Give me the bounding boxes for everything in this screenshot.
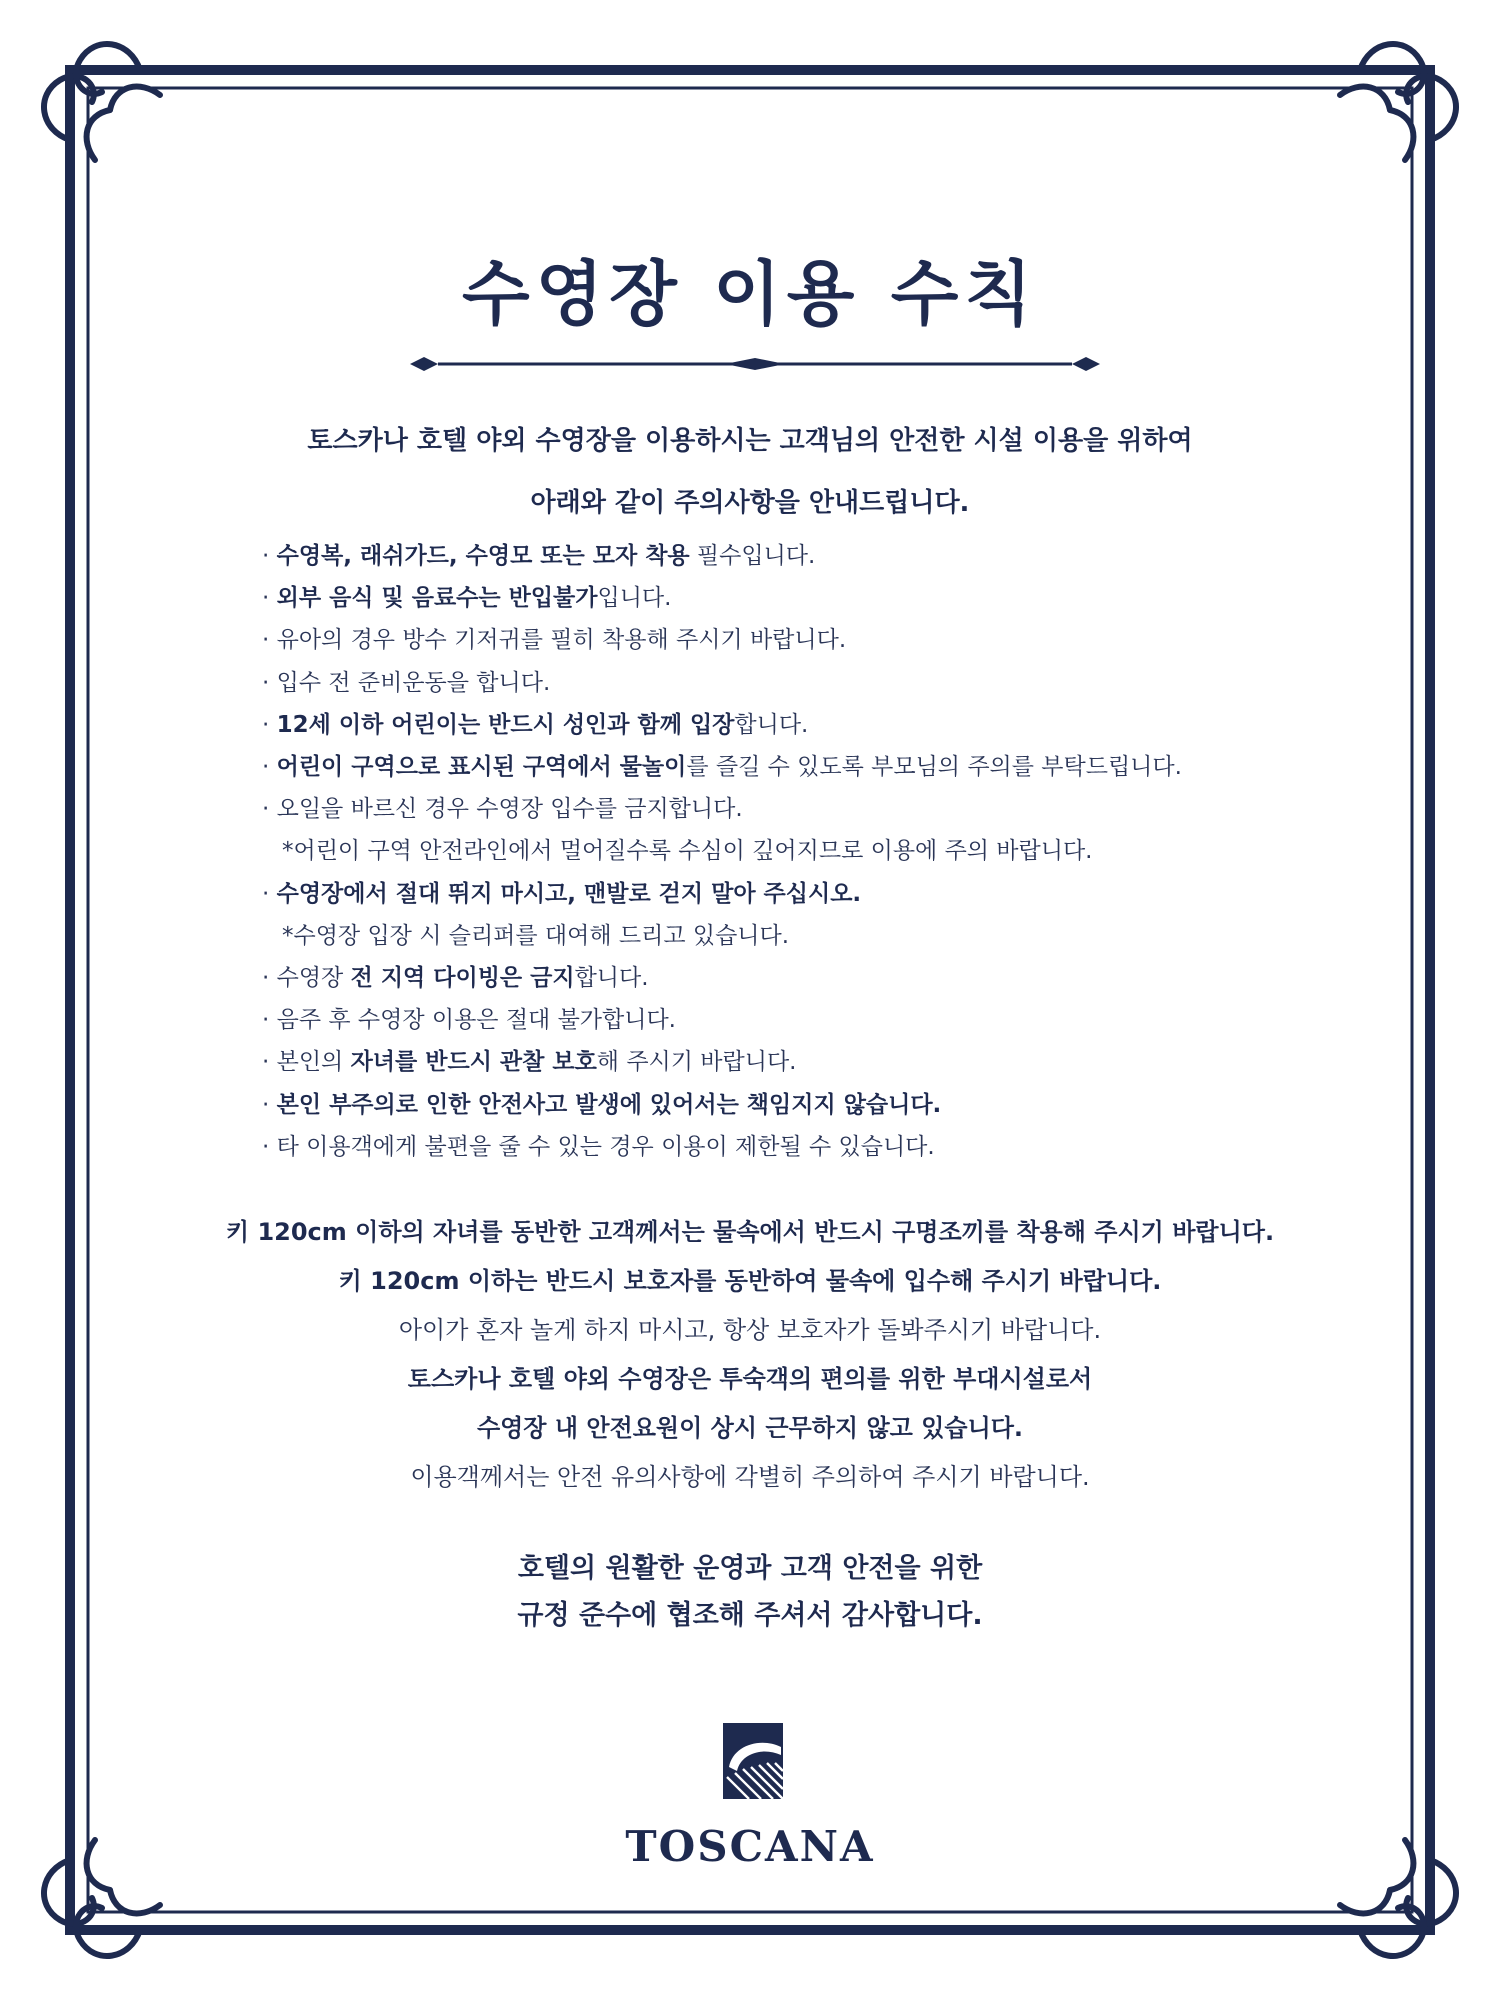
rule-item: · 유아의 경우 방수 기저귀를 필히 착용해 주시기 바랍니다. <box>262 627 847 654</box>
intro-line-2: 아래와 같이 주의사항을 안내드립니다. <box>530 488 970 518</box>
intro-text <box>0 410 1500 534</box>
closing-line-2: 규정 준수에 협조해 주셔서 감사합니다. <box>517 1600 983 1631</box>
rules-list <box>262 535 1262 1168</box>
title-divider <box>410 352 1100 376</box>
notice-line-4: 토스카나 호텔 야외 수영장은 투숙객의 편의를 위한 부대시설로서 <box>407 1365 1093 1393</box>
rule-item: · 12세 이하 어린이는 반드시 성인과 함께 입장합니다. <box>262 711 809 738</box>
notice-text <box>0 1208 1500 1502</box>
notice-line-2: 키 120cm 이하는 반드시 보호자를 동반하여 물속에 입수해 주시기 바랍니다. <box>338 1267 1162 1295</box>
toscana-logo-icon <box>723 1723 783 1799</box>
closing-line-1: 호텔의 원활한 운영과 고객 안전을 위한 <box>517 1553 983 1584</box>
rule-note: *수영장 입장 시 슬리퍼를 대여해 드리고 있습니다. <box>282 922 790 949</box>
page-title: 수영장 이용 수칙 <box>461 252 1039 335</box>
corner-flourish-top-right <box>1340 44 1456 160</box>
rule-item: · 외부 음식 및 음료수는 반입불가입니다. <box>262 585 672 612</box>
rule-item: · 수영장 전 지역 다이빙은 금지합니다. <box>262 965 649 992</box>
rule-item: · 본인의 자녀를 반드시 관찰 보호해 주시기 바랍니다. <box>262 1049 797 1076</box>
rule-item: · 오일을 바르신 경우 수영장 입수를 금지합니다. <box>262 796 743 823</box>
notice-line-1: 키 120cm 이하의 자녀를 동반한 고객께서는 물속에서 반드시 구명조끼를 착용해 주시기 바랍니다. <box>225 1218 1275 1246</box>
notice-line-6: 이용객께서는 안전 유의사항에 각별히 주의하여 주시기 바랍니다. <box>410 1463 1090 1491</box>
rule-note: *어린이 구역 안전라인에서 멀어질수록 수심이 깊어지므로 이용에 주의 바랍니다. <box>282 838 1093 865</box>
rule-item: · 타 이용객에게 불편을 줄 수 있는 경우 이용이 제한될 수 있습니다. <box>262 1133 935 1160</box>
rule-item: · 어린이 구역으로 표시된 구역에서 물놀이를 즐길 수 있도록 부모님의 주의를 부탁드립니다. <box>262 754 1182 781</box>
notice-line-5: 수영장 내 안전요원이 상시 근무하지 않고 있습니다. <box>476 1414 1024 1442</box>
corner-flourish-top-left <box>44 44 160 160</box>
rule-item: · 입수 전 준비운동을 합니다. <box>262 669 551 696</box>
rule-item: · 수영장에서 절대 뛰지 마시고, 맨발로 걷지 말아 주십시오. <box>262 880 862 907</box>
closing-text <box>0 1545 1500 1639</box>
intro-line-1: 토스카나 호텔 야외 수영장을 이용하시는 고객님의 안전한 시설 이용을 위하여 <box>307 426 1193 456</box>
toscana-logo-text: TOSCANA <box>625 1822 875 1871</box>
rule-item: · 본인 부주의로 인한 안전사고 발생에 있어서는 책임지지 않습니다. <box>262 1091 942 1118</box>
notice-line-3: 아이가 혼자 놀게 하지 마시고, 항상 보호자가 돌봐주시기 바랍니다. <box>398 1316 1102 1344</box>
rule-item: · 음주 후 수영장 이용은 절대 불가합니다. <box>262 1007 676 1034</box>
rule-item: · 수영복, 래쉬가드, 수영모 또는 모자 착용 필수입니다. <box>262 543 816 569</box>
